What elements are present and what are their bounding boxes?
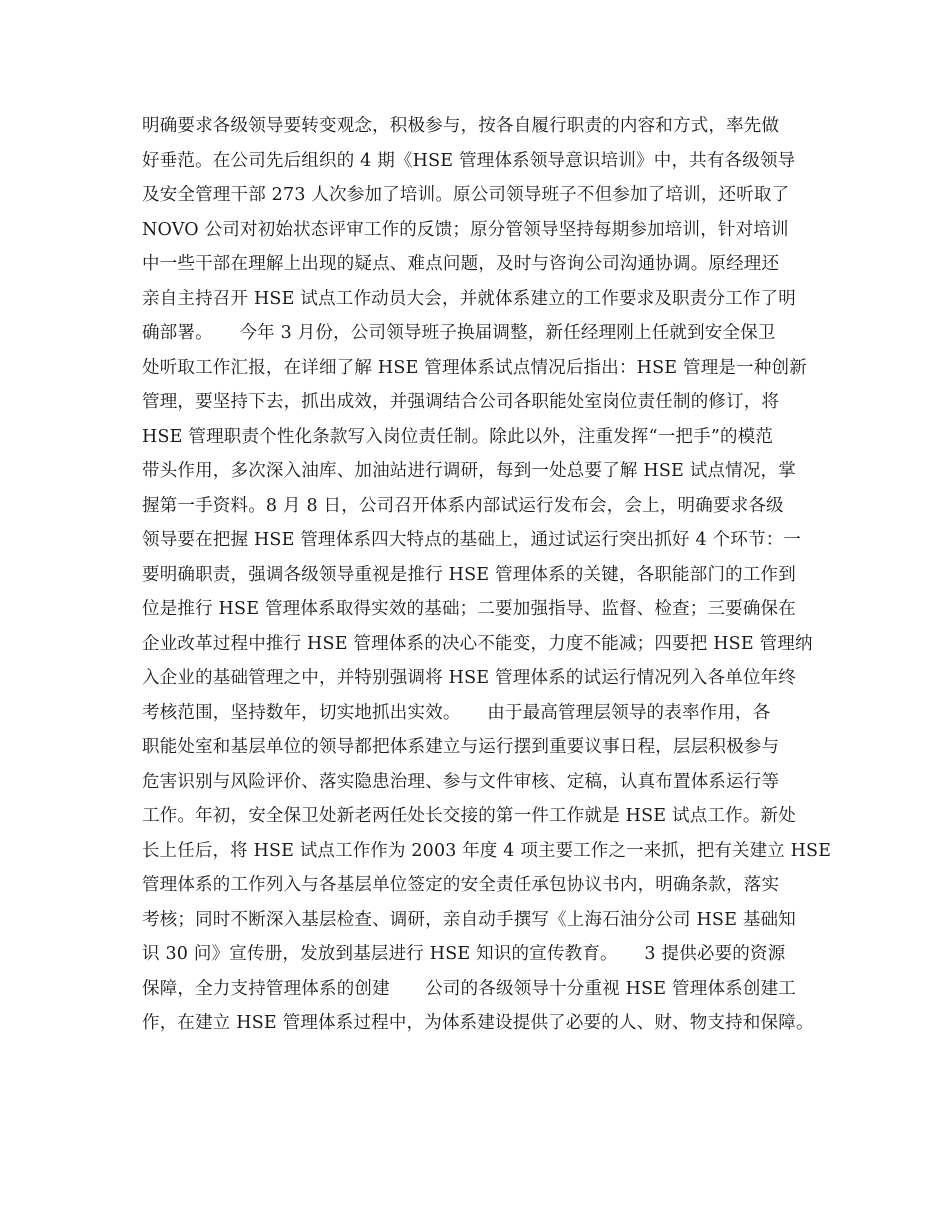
text-line: 作，在建立 HSE 管理体系过程中，为体系建设提供了必要的人、财、物支持和保障。 <box>142 1013 814 1033</box>
text-line: 保障，全力支持管理体系的创建 公司的各级领导十分重视 HSE 管理体系创建工 <box>142 978 796 999</box>
text-line: 危害识别与风险评价、落实隐患治理、参与文件审核、定稿，认真布置体系运行等 <box>142 771 780 792</box>
text-line: 管理体系的工作列入与各基层单位签定的安全责任承包协议书内，明确条款，落实 <box>142 875 780 895</box>
text-line: 处听取工作汇报，在详细了解 HSE 管理体系试点情况后指出：HSE 管理是一种创新 <box>142 357 807 378</box>
text-line: 企业改革过程中推行 HSE 管理体系的决心不能变，力度不能减；四要把 HSE 管理纳 <box>142 633 813 654</box>
text-line: HSE 管理职责个性化条款写入岗位责任制。除此以外，注重发挥“一把手”的模范 <box>142 426 774 447</box>
text-line: 要明确职责，强调各级领导重视是推行 HSE 管理体系的关键，各职能部门的工作到 <box>142 564 796 585</box>
text-line: 确部署。 今年 3 月份，公司领导班子换届调整，新任经理刚上任就到安全保卫 <box>142 323 776 343</box>
text-line: 长上任后，将 HSE 试点工作作为 2003 年度 4 项主要工作之一来抓，把有关建立 HSE <box>142 840 832 861</box>
text-line: 带头作用，多次深入油库、加油站进行调研，每到一处总要了解 HSE 试点情况，掌 <box>142 461 796 481</box>
text-line: 握第一手资料。8 月 8 日，公司召开体系内部试运行发布会，会上，明确要求各级 <box>142 495 784 516</box>
text-line: 职能处室和基层单位的领导都把体系建立与运行摆到重要议事日程，层层积极参与 <box>142 737 780 757</box>
text-line: 入企业的基础管理之中，并特别强调将 HSE 管理体系的试运行情况列入各单位年终 <box>142 668 796 688</box>
text-line: 中一些干部在理解上出现的疑点、难点问题，及时与咨询公司沟通协调。原经理还 <box>142 254 780 274</box>
text-line: 好垂范。在公司先后组织的 4 期《HSE 管理体系领导意识培训》中，共有各级领导 <box>142 150 796 171</box>
text-line: 亲自主持召开 HSE 试点工作动员大会，并就体系建立的工作要求及职责分工作了明 <box>142 288 796 309</box>
text-line: 识 30 问》宣传册，发放到基层进行 HSE 知识的宣传教育。 3 提供必要的资源 <box>142 944 786 964</box>
text-line: NOVO 公司对初始状态评审工作的反馈；原分管领导坚持每期参加培训，针对培训 <box>142 219 789 240</box>
body-text <box>142 109 832 1041</box>
text-line: 位是推行 HSE 管理体系取得实效的基础；二要加强指导、监督、检查；三要确保在 <box>142 599 796 619</box>
text-line: 考核范围，坚持数年，切实地抓出实效。 由于最高管理层领导的表率作用，各 <box>142 702 771 723</box>
text-line: 及安全管理干部 273 人次参加了培训。原公司领导班子不但参加了培训，还听取了 <box>142 185 790 205</box>
text-line: 领导要在把握 HSE 管理体系四大特点的基础上，通过试运行突出抓好 4 个环节：一 <box>142 530 802 550</box>
text-line: 明确要求各级领导要转变观念，积极参与，按各自履行职责的内容和方式，率先做 <box>142 116 780 136</box>
text-line: 管理，要坚持下去，抓出成效，并强调结合公司各职能处室岗位责任制的修订，将 <box>142 392 780 412</box>
text-line: 工作。年初，安全保卫处新老两任处长交接的第一件工作就是 HSE 试点工作。新处 <box>142 806 796 826</box>
text-line: 考核；同时不断深入基层检查、调研，亲自动手撰写《上海石油分公司 HSE 基础知 <box>142 909 796 930</box>
